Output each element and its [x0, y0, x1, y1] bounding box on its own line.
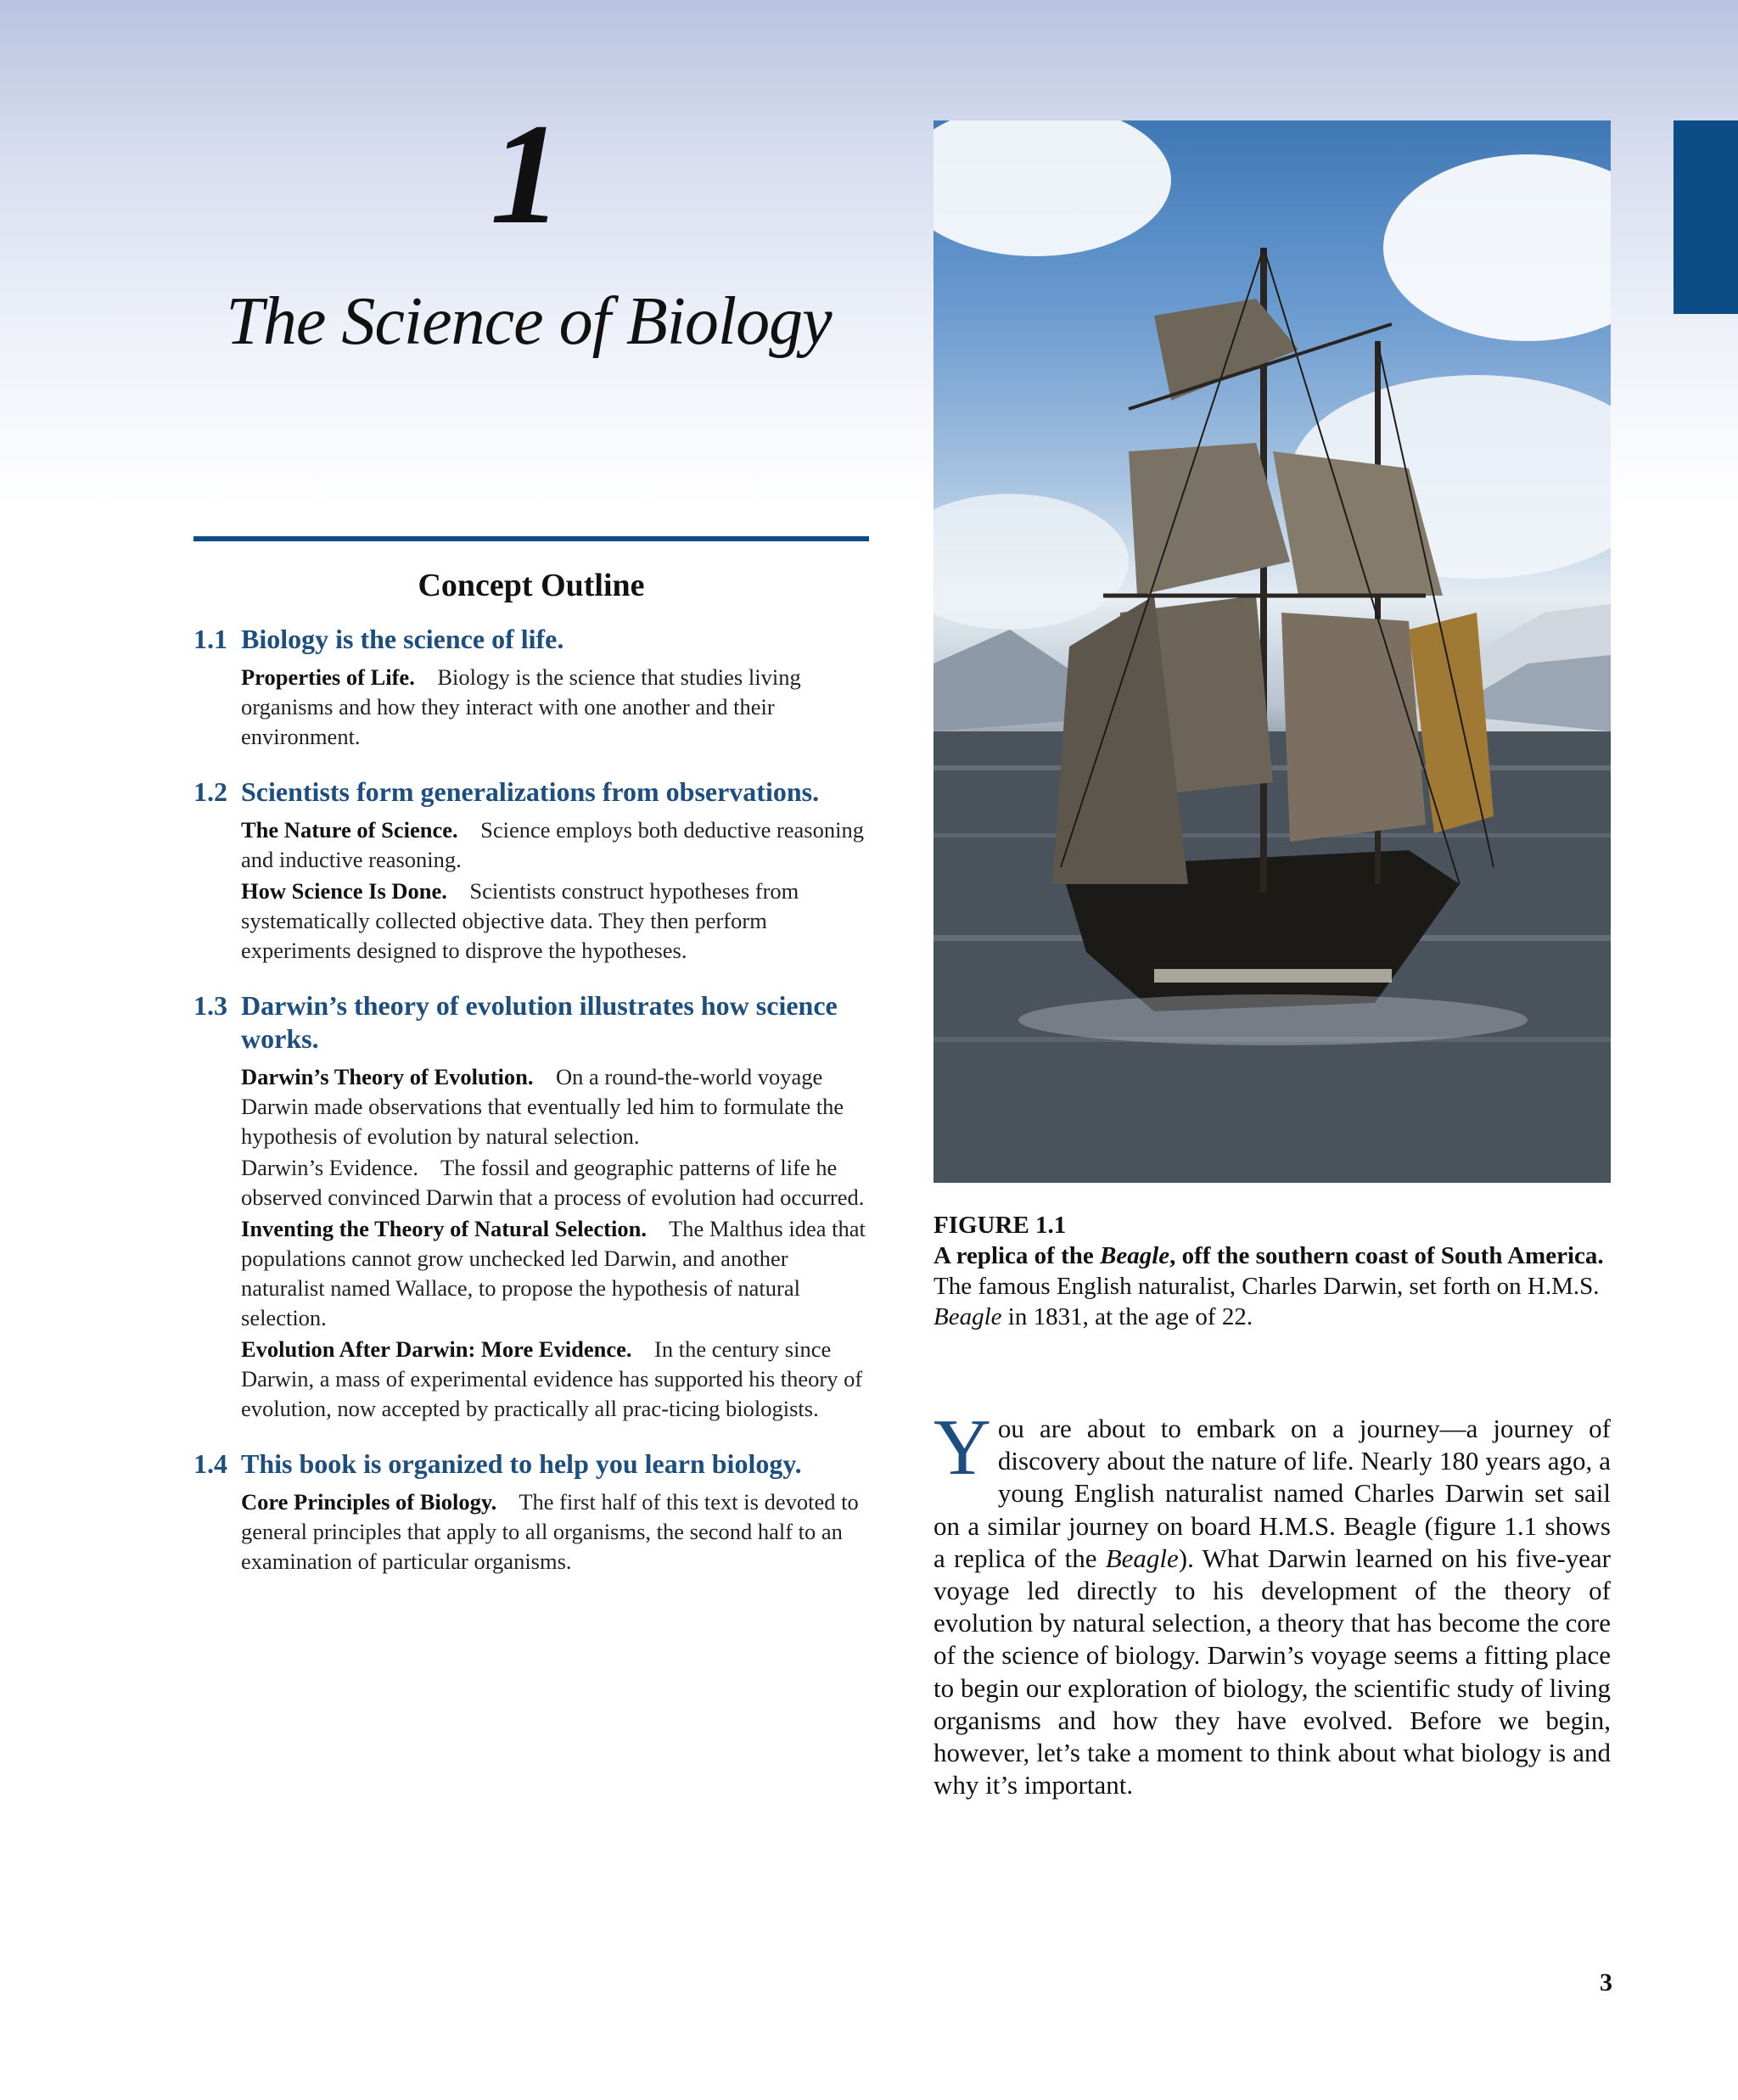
entry-head: Darwin’s Theory of Evolution. [241, 1064, 534, 1089]
outline-entry [241, 1214, 872, 1333]
section-number: 1.4 [193, 1448, 227, 1479]
figure-caption [933, 1210, 1612, 1332]
outline-divider [193, 536, 869, 541]
entry-head: The Nature of Science. [241, 817, 458, 843]
figure-label: FIGURE 1.1 [933, 1212, 1067, 1239]
caption-text-2: in 1831, at the age of 22. [1001, 1303, 1253, 1330]
outline-section-1-3 [193, 989, 872, 1424]
caption-bold-italic: Beagle [1100, 1242, 1170, 1269]
entry-body: On a round-the-world voyage Darwin made observations that eventually led him to formulate the hypothesis of evolution by natural selection. [241, 1064, 844, 1149]
page-number: 3 [1600, 1968, 1612, 1996]
entry-body: Scientists construct hypotheses from systematically collected objective data. They then perform experiments designed to disprove the hypotheses. [241, 878, 799, 963]
outline-entry [241, 1335, 872, 1424]
outline-entry [241, 1153, 872, 1212]
caption-text-1: The famous English naturalist, Charles Darwin, set forth on H.M.S. [933, 1273, 1600, 1300]
entry-head: How Science Is Done. [241, 878, 447, 904]
outline-entry [241, 1062, 872, 1151]
entry-body: In the century since Darwin, a mass of experimental evidence has supported his theory of evolution, now accepted by practically all prac-ticing biologists. [241, 1336, 863, 1421]
entry-body: The first half of this text is devoted to general principles that apply to all organisms, the second half to an examination of particular organisms. [241, 1489, 859, 1574]
section-number: 1.3 [193, 990, 227, 1021]
entry-head: Inventing the Theory of Natural Selection. [241, 1216, 647, 1241]
chapter-number: 1 [490, 94, 563, 254]
drop-cap: Y [933, 1403, 991, 1492]
outline-section-1-2 [193, 776, 872, 966]
entry-head: Darwin’s Evidence. [241, 1155, 418, 1180]
entry-body: The fossil and geographic patterns of life he observed convinced Darwin that a process of evolution had occurred. [241, 1155, 865, 1210]
outline-section-1-4 [193, 1448, 872, 1576]
section-number: 1.1 [193, 624, 227, 654]
outline-heading: Concept Outline [418, 568, 645, 603]
outline-entry [241, 663, 872, 752]
intro-text-1: ou are about to embark on a journey—a journey of discovery about the nature of life. Nearly 180 years ago, a young English naturalist named Charles Darwin set sail on a similar journey on board H.M.S. Beagle (figure 1.1 shows a replica of the [933, 1414, 1611, 1573]
entry-body: Biology is the science that studies living organisms and how they interact with one another and their environment. [241, 664, 801, 749]
outline-entry [241, 1487, 872, 1576]
section-number: 1.2 [193, 776, 227, 807]
section-title: This book is organized to help you learn biology. [241, 1448, 802, 1479]
section-title: Scientists form generalizations from observations. [241, 776, 820, 807]
entry-head: Evolution After Darwin: More Evidence. [241, 1336, 632, 1362]
intro-paragraph [933, 1403, 1611, 1801]
entry-head: Properties of Life. [241, 664, 415, 690]
chapter-title: The Science of Biology [226, 284, 832, 359]
outline-entry [241, 876, 872, 966]
caption-italic: Beagle [933, 1303, 1002, 1330]
caption-bold-2: , off the southern coast of South America. [1169, 1242, 1604, 1269]
entry-head: Core Principles of Biology. [241, 1489, 497, 1515]
intro-italic: Beagle [1105, 1543, 1179, 1573]
outline-section-1-1 [193, 623, 872, 752]
entry-body: Science employs both deductive reasoning and inductive reasoning. [241, 817, 864, 872]
concept-outline [193, 623, 872, 1600]
outline-entry [241, 815, 872, 875]
figure-ship-photo [933, 120, 1611, 1183]
section-title: Darwin’s theory of evolution illustrates how science works. [241, 990, 838, 1054]
chapter-thumb-tab [1674, 120, 1738, 314]
entry-body: The Malthus idea that populations cannot grow unchecked led Darwin, and another naturalist named Wallace, to propose the hypothesis of natural selection. [241, 1216, 866, 1330]
sailing-ship-illustration [933, 120, 1611, 1183]
caption-bold-1: A replica of the [933, 1242, 1100, 1269]
section-title: Biology is the science of life. [241, 624, 564, 654]
intro-text-2: ). What Darwin learned on his five-year voyage led directly to his development of the theory of evolution by natural selection, a theory that has become the core of the science of biology. Darwin’s voyage seems a fitting place to begin our exploration of biology, the scientific study of living organisms and how they have evolved. Before we begin, however, let’s take a moment to think about what biology is and why it’s important. [933, 1543, 1611, 1800]
